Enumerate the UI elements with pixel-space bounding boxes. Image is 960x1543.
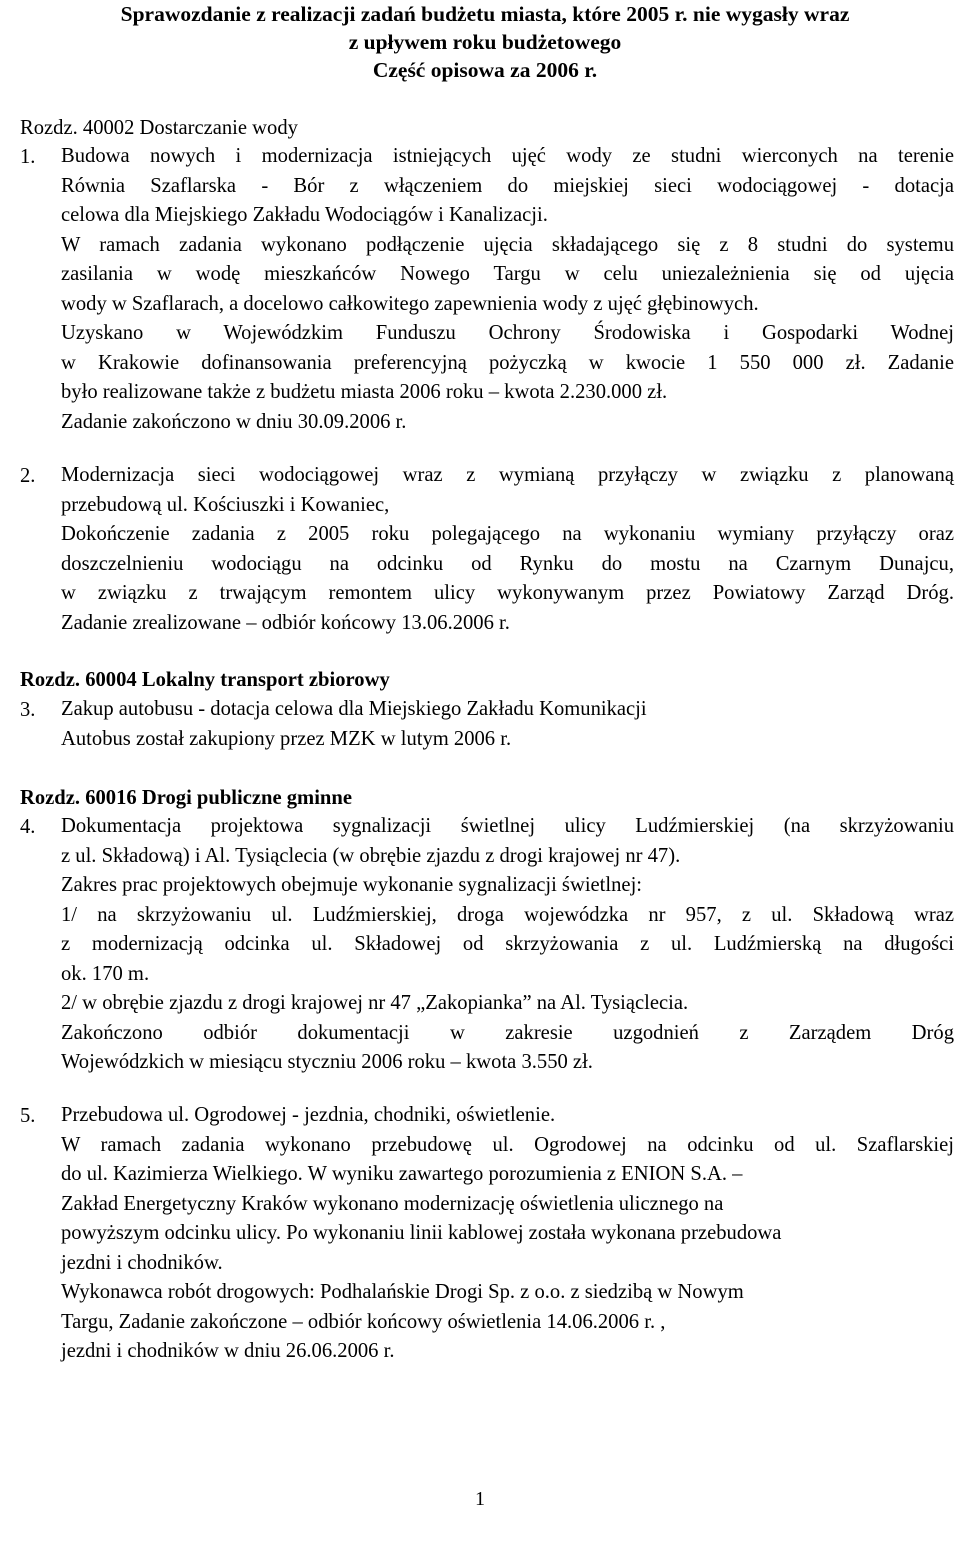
item-1-line: Zadanie zakończono w dniu 30.09.2006 r. (61, 410, 407, 433)
item-5-line: Zakład Energetyczny Kraków wykonano modernizację oświetlenia ulicznego na (61, 1192, 724, 1215)
item-5-line: jezdni i chodników w dniu 26.06.2006 r. (61, 1340, 395, 1362)
item-5-line: Targu, Zadanie zakończone – odbiór końcowy oświetlenia 14.06.2006 r. , (61, 1310, 666, 1333)
item-4-text (61, 812, 954, 1078)
item-4-line: Zakończono odbiór dokumentacji w zakresie uzgodnień z Zarządem Dróg (61, 1021, 954, 1044)
item-1-number: 1. (20, 146, 36, 168)
item-3-text (61, 695, 954, 754)
item-4-line: ok. 170 m. (61, 962, 150, 985)
item-3-number: 3. (20, 699, 36, 721)
item-4-line: Wojewódzkich w miesiącu styczniu 2006 roku – kwota 3.550 zł. (61, 1051, 593, 1073)
item-2-line: w związku z trwającym remontem ulicy wykonywanym przez Powiatowy Zarząd Dróg. (61, 582, 954, 604)
item-1-line: celowa dla Miejskiego Zakładu Wodociągów i Kanalizacji. (61, 204, 548, 226)
item-4-line: z modernizacją odcinka ul. Składowej od skrzyżowania z ul. Ludźmierską na długości (61, 933, 954, 955)
item-1-line: Uzyskano w Wojewódzkim Funduszu Ochrony Środowiska i Gospodarki Wodnej (61, 322, 954, 344)
item-5-line: Wykonawca robót drogowych: Podhalańskie Drogi Sp. z o.o. z siedzibą w Nowym (61, 1281, 744, 1303)
item-1-line: zasilania w wodę mieszkańców Nowego Targu w celu uniezależnienia się od ujęcia (61, 263, 954, 285)
item-1-text (61, 142, 954, 437)
item-2-text (61, 461, 954, 638)
item-4-number: 4. (20, 816, 36, 838)
item-5-line: Przebudowa ul. Ogrodowej - jezdnia, chodniki, oświetlenie. (61, 1104, 556, 1126)
item-2-line: przebudową ul. Kościuszki i Kowaniec, (61, 493, 390, 516)
item-1-line: W ramach zadania wykonano podłączenie ujęcia składającego się z 8 studni do systemu (61, 233, 954, 256)
section-heading-60004: Rozdz. 60004 Lokalny transport zbiorowy (20, 669, 390, 691)
item-4-line: 1/ na skrzyżowaniu ul. Ludźmierskiej, droga wojewódzka nr 957, z ul. Składową wraz (61, 903, 954, 926)
document-title (50, 0, 920, 84)
item-4-line: Dokumentacja projektowa sygnalizacji świetlnej ulicy Ludźmierskiej (na skrzyżowaniu (61, 815, 954, 837)
item-4-line: Zakres prac projektowych obejmuje wykonanie sygnalizacji świetlnej: (61, 874, 643, 896)
item-1-line: wody w Szaflarach, a docelowo całkowitego zapewnienia wody z ujęć głębinowych. (61, 292, 759, 315)
section-heading-40002: Rozdz. 40002 Dostarczanie wody (20, 117, 298, 139)
page-number: 1 (475, 1488, 485, 1510)
title-line-2: z upływem roku budżetowego (348, 30, 622, 54)
title-line-1: Sprawozdanie z realizacji zadań budżetu miasta, które 2005 r. nie wygasły wraz (120, 2, 850, 26)
item-2-line: Zadanie zrealizowane – odbiór końcowy 13.06.2006 r. (61, 611, 510, 634)
item-1-line: Równia Szaflarska - Bór z włączeniem do miejskiej sieci wodociągowej - dotacja (61, 174, 954, 197)
item-3-line: Autobus został zakupiony przez MZK w lutym 2006 r. (61, 727, 512, 750)
section-heading-60016: Rozdz. 60016 Drogi publiczne gminne (20, 787, 352, 809)
title-line-3: Część opisowa za 2006 r. (372, 58, 598, 82)
item-5-line: jezdni i chodników. (61, 1251, 223, 1274)
item-4-line: z ul. Składową) i Al. Tysiąclecia (w obrębie zjazdu z drogi krajowej nr 47). (61, 844, 681, 867)
item-4-line: 2/ w obrębie zjazdu z drogi krajowej nr 47 „Zakopianka” na Al. Tysiąclecia. (61, 992, 689, 1014)
item-2-line: Modernizacja sieci wodociągowej wraz z wymianą przyłączy w związku z planowaną (61, 464, 954, 486)
item-3-line: Zakup autobusu - dotacja celowa dla Miejskiego Zakładu Komunikacji (61, 698, 647, 720)
item-5-line: do ul. Kazimierza Wielkiego. W wyniku zawartego porozumienia z ENION S.A. – (61, 1163, 743, 1185)
item-5-line: W ramach zadania wykonano przebudowę ul. Ogrodowej na odcinku od ul. Szaflarskiej (61, 1133, 954, 1156)
item-5-line: powyższym odcinku ulicy. Po wykonaniu linii kablowej została wykonana przebudowa (61, 1222, 782, 1244)
item-1-line: w Krakowie dofinansowania preferencyjną pożyczką w kwocie 1 550 000 zł. Zadanie (61, 351, 954, 374)
item-1-line: było realizowane także z budżetu miasta 2006 roku – kwota 2.230.000 zł. (61, 381, 668, 403)
item-2-line: doszczelnieniu wodociągu na odcinku od Rynku do mostu na Czarnym Dunajcu, (61, 552, 954, 575)
item-2-number: 2. (20, 465, 36, 487)
item-5-number: 5. (20, 1105, 36, 1127)
item-5-text (61, 1101, 954, 1367)
item-2-line: Dokończenie zadania z 2005 roku polegającego na wykonaniu wymiany przyłączy oraz (61, 523, 954, 545)
item-1-line: Budowa nowych i modernizacja istniejących ujęć wody ze studni wierconych na terenie (61, 145, 954, 167)
